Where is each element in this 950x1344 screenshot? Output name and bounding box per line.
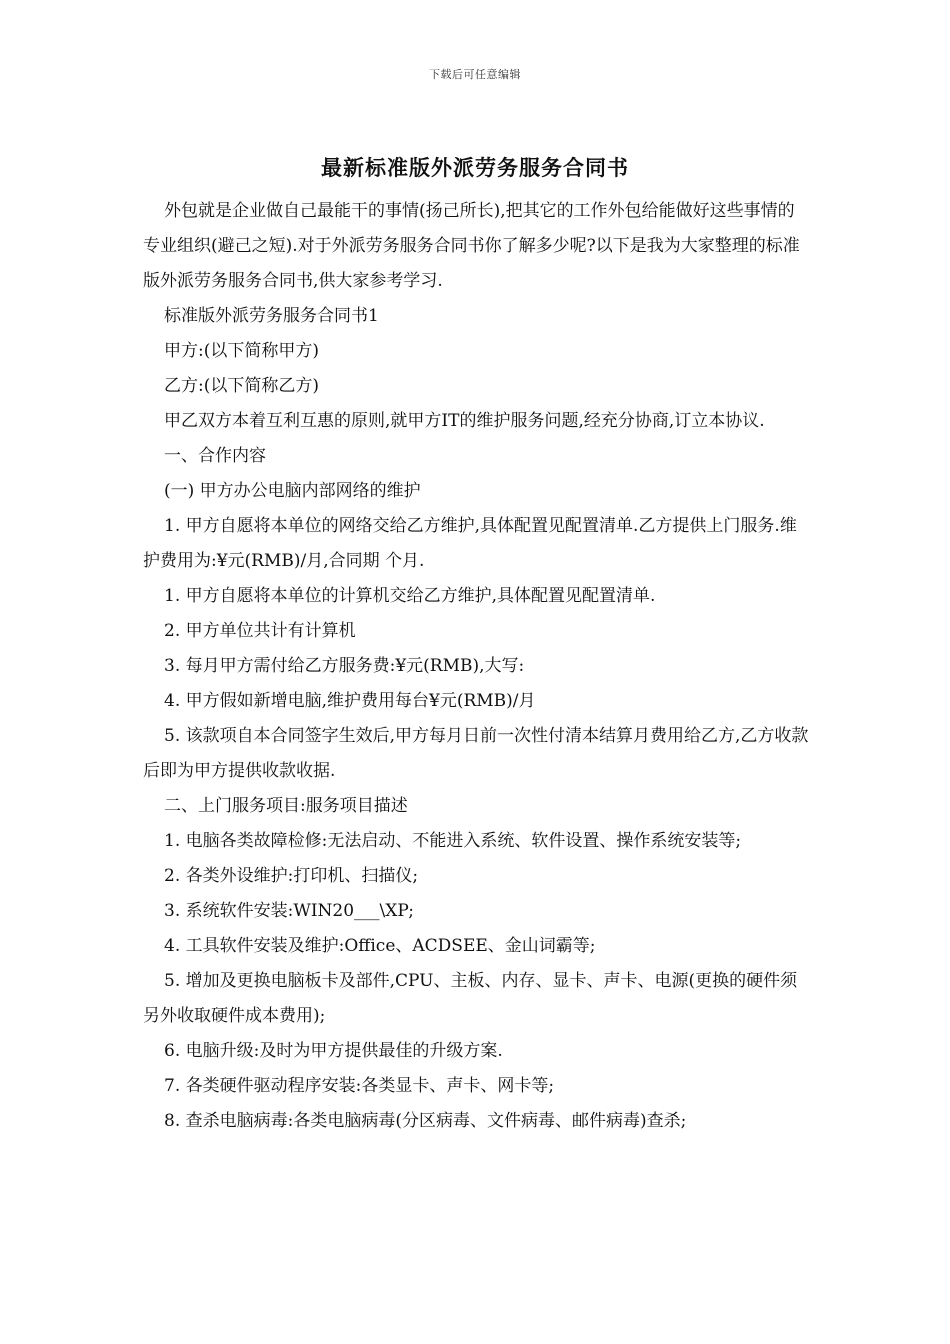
list-item: 2. 甲方单位共计有计算机: [164, 621, 356, 641]
list-item: 4. 工具软件安装及维护:Office、ACDSEE、金山词霸等;: [164, 936, 596, 956]
section-heading: 一、合作内容: [164, 446, 266, 466]
list-item: 3. 每月甲方需付给乙方服务费:¥元(RMB),大写:: [164, 656, 525, 676]
subsection-heading: (一) 甲方办公电脑内部网络的维护: [164, 481, 421, 501]
list-item: 8. 查杀电脑病毒:各类电脑病毒(分区病毒、文件病毒、邮件病毒)查杀;: [164, 1111, 687, 1131]
document-title: 最新标准版外派劳务服务合同书: [321, 155, 629, 180]
paragraph: 甲方:(以下简称甲方): [164, 341, 319, 361]
list-item: 6. 电脑升级:及时为甲方提供最佳的升级方案.: [164, 1041, 503, 1061]
list-item: 5. 增加及更换电脑板卡及部件,CPU、主板、内存、显卡、声卡、电源(更换的硬件须另外收取硬件成本费用);: [143, 971, 798, 1026]
list-item: 4. 甲方假如新增电脑,维护费用每台¥元(RMB)/月: [164, 691, 536, 711]
paragraph: 外包就是企业做自己最能干的事情(扬己所长),把其它的工作外包给能做好这些事情的专业组织(避己之短).对于外派劳务服务合同书你了解多少呢?以下是我为大家整理的标准版外派劳务服务合同书,供大家参考学习.: [143, 201, 800, 291]
paragraph: 乙方:(以下简称乙方): [164, 376, 319, 396]
header-note: 下载后可任意编辑: [429, 68, 521, 81]
paragraph: 标准版外派劳务服务合同书1: [164, 306, 379, 326]
list-item: 7. 各类硬件驱动程序安装:各类显卡、声卡、网卡等;: [164, 1076, 555, 1096]
list-item: 1. 甲方自愿将本单位的计算机交给乙方维护,具体配置见配置清单.: [164, 586, 656, 606]
section-heading: 二、上门服务项目:服务项目描述: [164, 796, 408, 816]
list-item: 5. 该款项自本合同签字生效后,甲方每月日前一次性付清本结算月费用给乙方,乙方收款后即为甲方提供收款收据.: [143, 726, 809, 781]
document-body: [143, 194, 811, 1139]
paragraph: 甲乙双方本着互利互惠的原则,就甲方IT的维护服务问题,经充分协商,订立本协议.: [164, 411, 765, 431]
list-item: 3. 系统软件安装:WIN20___\XP;: [164, 901, 414, 921]
list-item: 1. 甲方自愿将本单位的网络交给乙方维护,具体配置见配置清单.乙方提供上门服务.维护费用为:¥元(RMB)/月,合同期 个月.: [143, 516, 797, 571]
list-item: 2. 各类外设维护:打印机、扫描仪;: [164, 866, 419, 886]
list-item: 1. 电脑各类故障检修:无法启动、不能进入系统、软件设置、操作系统安装等;: [164, 831, 742, 851]
